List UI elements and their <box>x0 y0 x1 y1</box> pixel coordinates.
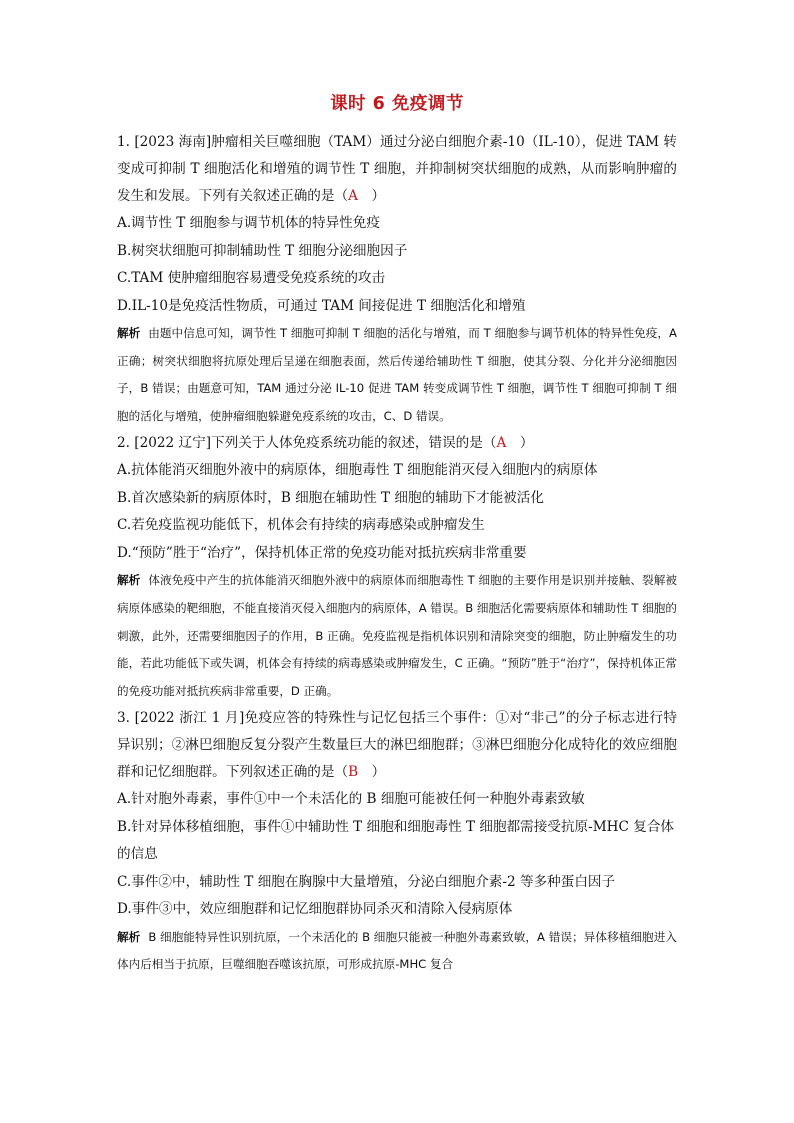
answer-letter: B <box>348 764 359 781</box>
explanation <box>117 567 677 705</box>
option-d: D.事件③中，效应细胞群和记忆细胞群协同杀灭和清除入侵病原体 <box>117 901 513 918</box>
question-2 <box>117 430 677 705</box>
option-a: A.调节性 T 细胞参与调节机体的特异性免疫 <box>117 215 380 231</box>
explanation-text: 由题中信息可知，调节性 T 细胞可抑制 T 细胞的活化与增殖，而 T 细胞参与调节机体的特异性免疫，A 正确；树突状细胞将抗原处理后呈递在细胞表面，然后传递给辅助性 T 细胞，使其分裂、分化并分泌细胞因子，B 错误；由题意可知，TAM 通过分泌 IL-10 促进 TAM 转变成调节性 T 细胞，调节性 T 细胞可抑制 T 细胞的活化与增殖，使肿瘤细胞躲避免疫系统的攻击，C、D 错误。 <box>117 326 677 423</box>
page-title: 课时 6 免疫调节 <box>330 94 464 114</box>
option-b: B.树突状细胞可抑制辅助性 T 细胞分泌细胞因子 <box>117 242 408 259</box>
stem-end: ） <box>358 764 386 781</box>
option-b: B.针对异体移植细胞，事件①中辅助性 T 细胞和细胞毒性 T 细胞都需接受抗原-MHC 复合体的信息 <box>117 818 675 863</box>
explanation-text: 体液免疫中产生的抗体能消灭细胞外液中的病原体而细胞毒性 T 细胞的主要作用是识别并接触、裂解被病原体感染的靶细胞，不能直接消灭侵入细胞内的病原体，A 错误。B 细胞活化需要病原体和辅助性 T 细胞的刺激，此外，还需要细胞因子的作用，B 正确。免疫监视是指机体识别和清除突变的细胞，防止肿瘤发生的功能，若此功能低下或失调，机体会有持续的病毒感染或肿瘤发生，C 正确。“预防”胜于“治疗”，保持机体正常的免疫功能对抵抗疾病非常重要，D 正确。 <box>117 573 677 698</box>
stem-text: 3. [2022 浙江 1 月]免疫应答的特殊性与记忆包括三个事件：①对“非己”的分子标志进行特异识别；②淋巴细胞反复分裂产生数量巨大的淋巴细胞群；③淋巴细胞分化成特化的效应细胞群和记忆细胞群。下列叙述正确的是（ <box>117 710 677 781</box>
question-1 <box>117 129 677 430</box>
stem-text: 2. [2022 辽宁]下列关于人体免疫系统功能的叙述，错误的是（ <box>117 435 497 452</box>
question-3 <box>117 705 677 979</box>
option-c: C.事件②中，辅助性 T 细胞在胸腺中大量增殖，分泌白细胞介素-2 等多种蛋白因子 <box>117 873 616 890</box>
explanation-label: 解析 <box>117 929 141 944</box>
option-c: C.若免疫监视功能低下，机体会有持续的病毒感染或肿瘤发生 <box>117 517 485 534</box>
option-a: A.抗体能消灭细胞外液中的病原体，细胞毒性 T 细胞能消灭侵入细胞内的病原体 <box>117 462 598 479</box>
option-b: B.首次感染新的病原体时，B 细胞在辅助性 T 细胞的辅助下才能被活化 <box>117 489 544 506</box>
explanation-label: 解析 <box>117 573 141 588</box>
option-d: D.IL-10是免疫活性物质，可通过 TAM 间接促进 T 细胞活化和增殖 <box>117 297 526 314</box>
question-stem <box>117 430 677 457</box>
question-stem <box>117 705 677 786</box>
stem-end: ） <box>357 188 386 204</box>
explanation <box>117 924 677 979</box>
explanation <box>117 320 677 430</box>
option-a: A.针对胞外毒素，事件①中一个未活化的 B 细胞可能被任何一种胞外毒素致敏 <box>117 791 585 808</box>
explanation-label: 解析 <box>117 326 141 340</box>
explanation-text: B 细胞能特异性识别抗原，一个未活化的 B 细胞只能被一种胞外毒素致敏，A 错误；异体移植细胞进入体内后相当于抗原，巨噬细胞吞噬该抗原，可形成抗原-MHC 复合 <box>117 929 677 972</box>
question-stem <box>117 129 677 210</box>
stem-text: 1. [2023 海南]肿瘤相关巨噬细胞（TAM）通过分泌白细胞介素-10（IL-10），促进 TAM 转变成可抑制 T 细胞活化和增殖的调节性 T 细胞，并抑制树突状细胞的成熟，从而影响肿瘤的发生和发展。下列有关叙述正确的是（ <box>117 134 677 204</box>
stem-end: ） <box>506 435 534 452</box>
document-page <box>117 90 677 979</box>
option-c: C.TAM 使肿瘤细胞容易遭受免疫系统的攻击 <box>117 270 386 286</box>
answer-letter: A <box>348 188 358 204</box>
option-d: D.“预防”胜于“治疗”，保持机体正常的免疫功能对抵抗疾病非常重要 <box>117 544 527 561</box>
answer-letter: A <box>496 435 507 452</box>
